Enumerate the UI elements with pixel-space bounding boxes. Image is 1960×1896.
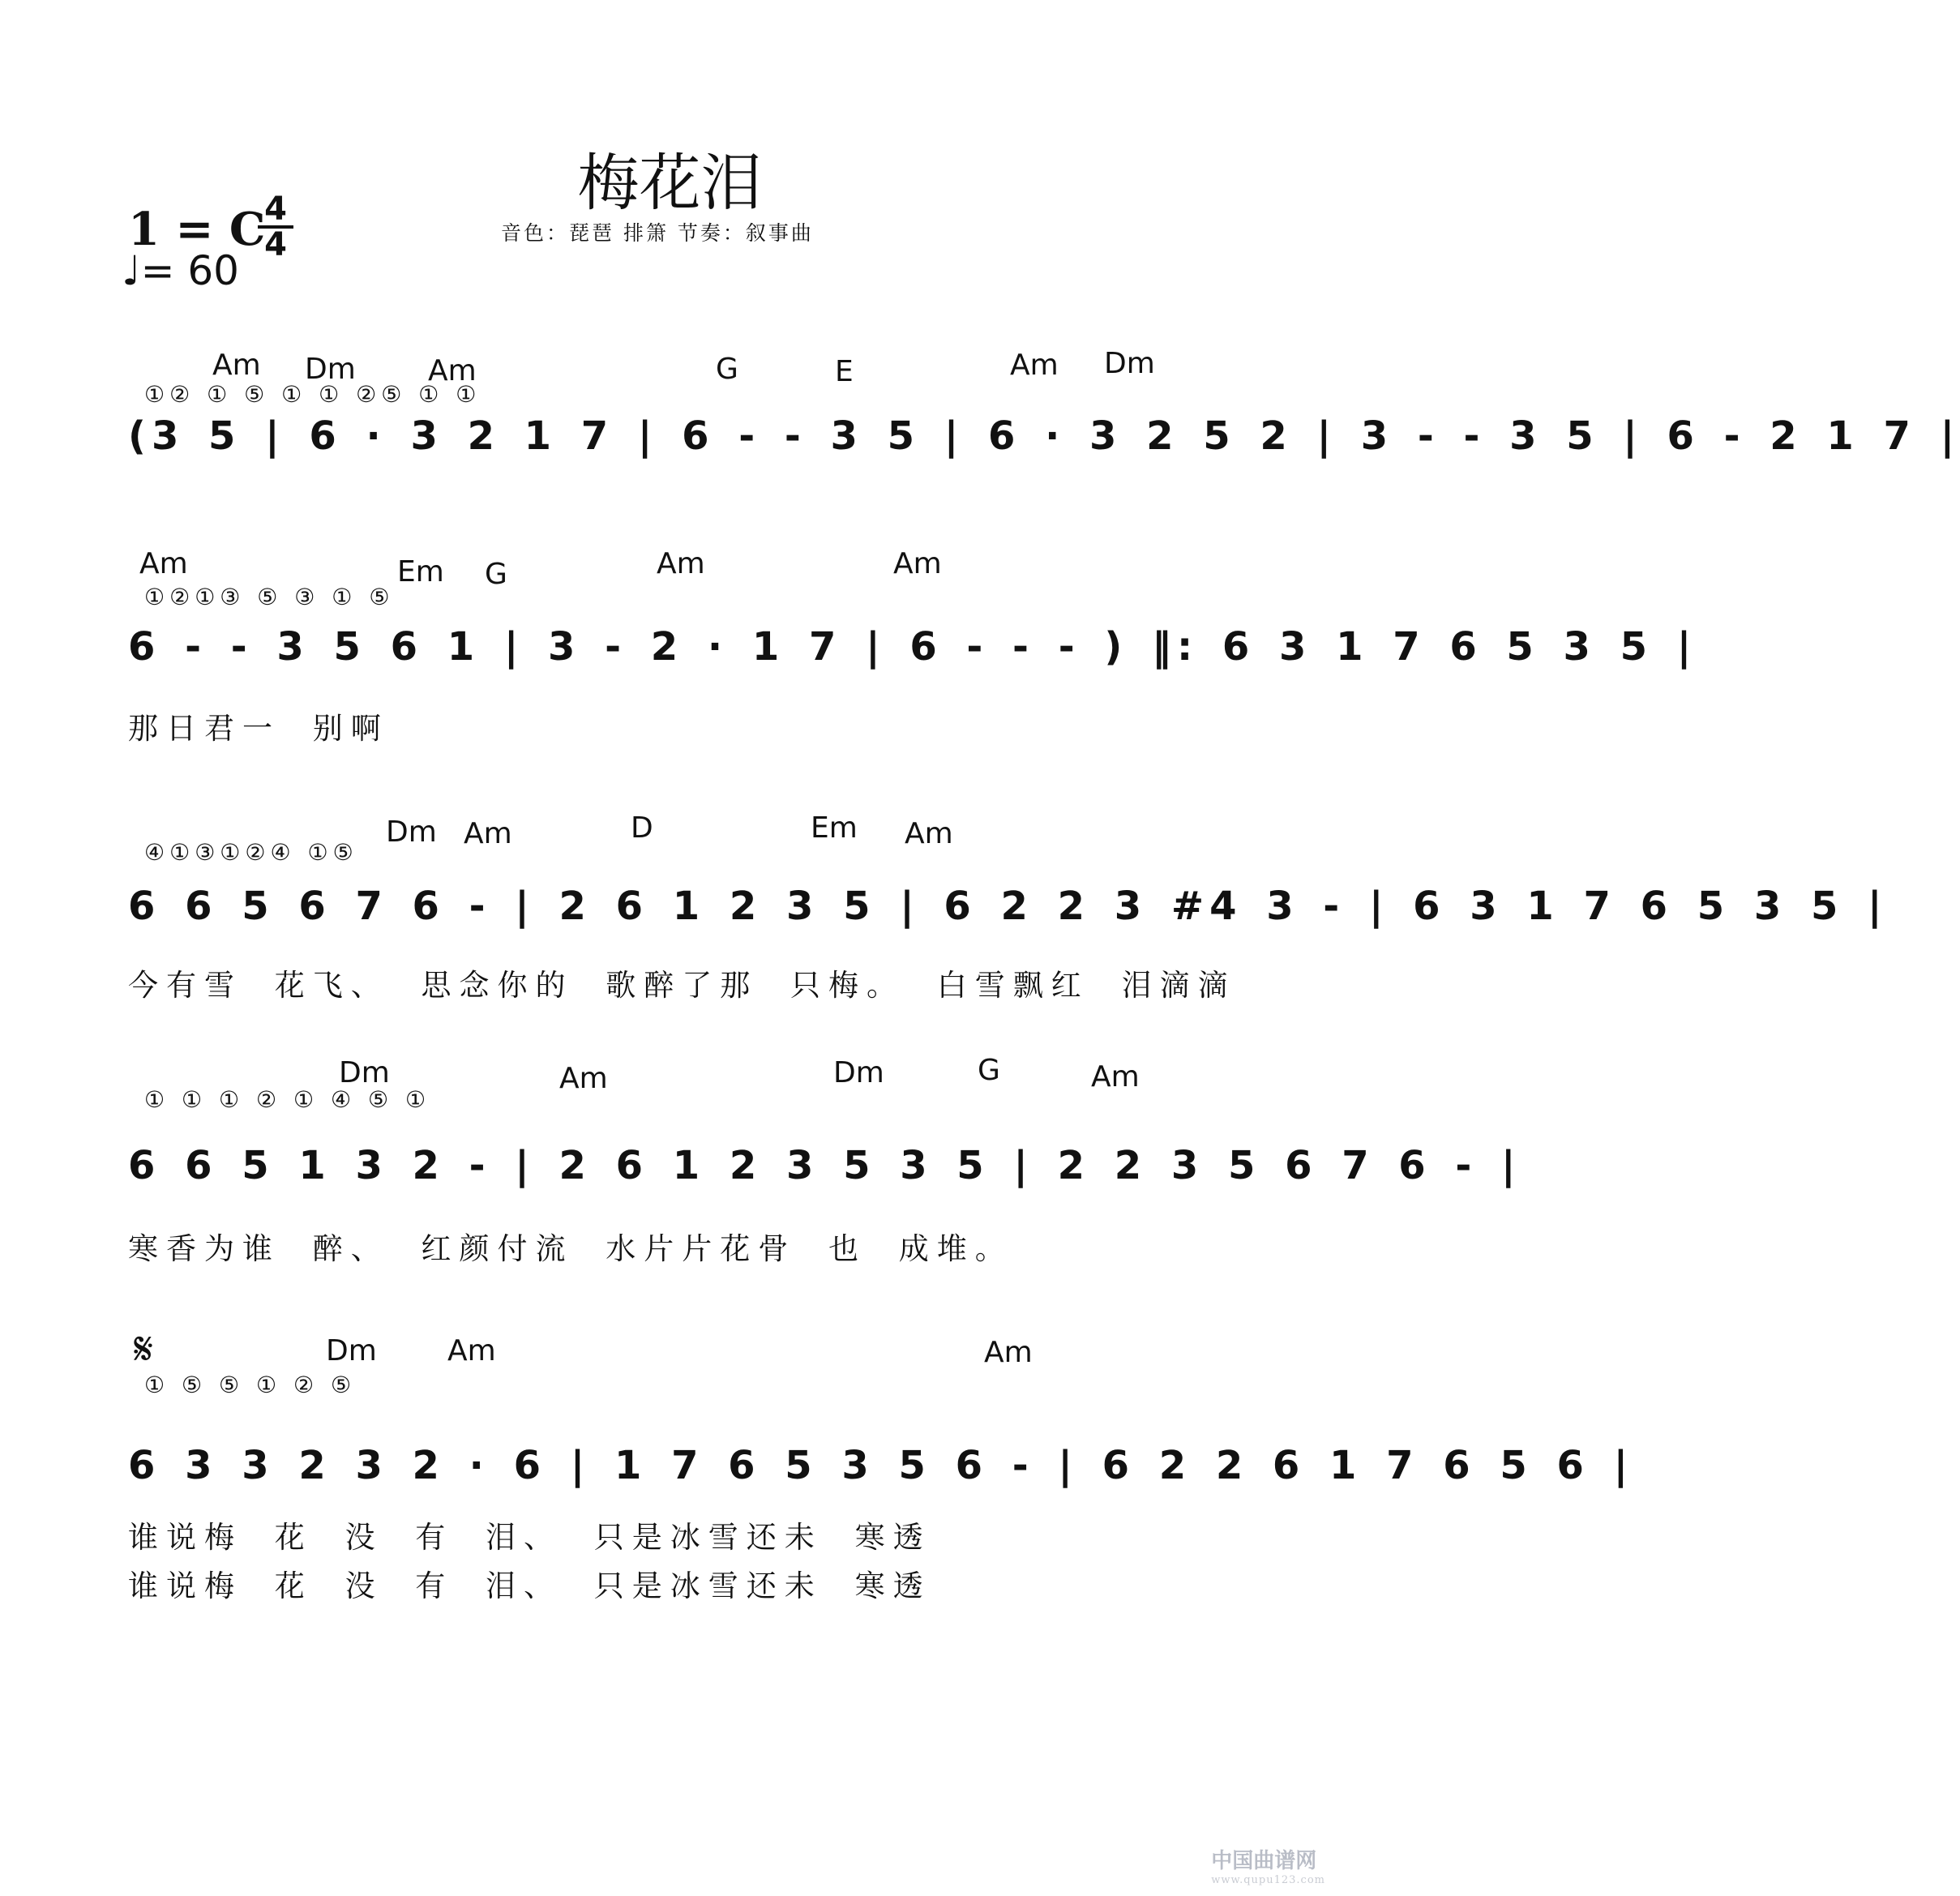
chord-label: Am bbox=[905, 817, 953, 850]
chord-label: E bbox=[835, 355, 854, 388]
chord-label: G bbox=[978, 1054, 1000, 1087]
page-title: 梅花泪 bbox=[577, 147, 763, 219]
notation-row: 6 6 5 6 7 6 - | 2 6 1 2 3 5 | 6 2 2 3 #4 3 - | 6 3 1 7 6 5 3 5 | bbox=[128, 884, 1888, 929]
chord-label: Am bbox=[657, 547, 705, 580]
notation-row: 6 6 5 1 3 2 - | 2 6 1 2 3 5 3 5 | 2 2 3 5 6 7 6 - | bbox=[128, 1143, 1521, 1188]
chord-label: Am bbox=[447, 1334, 496, 1367]
fingering-row: ① ① ① ② ① ④ ⑤ ① bbox=[144, 1086, 431, 1113]
fingering-row: ① ⑤ ⑤ ① ② ⑤ bbox=[144, 1372, 357, 1398]
chord-label: Am bbox=[1091, 1060, 1140, 1094]
chord-label: Am bbox=[1010, 349, 1059, 382]
notation-row: 6 3 3 2 3 2 · 6 | 1 7 6 5 3 5 6 - | 6 2 2 6 1 7 6 5 6 | bbox=[128, 1443, 1634, 1488]
chord-label: Em bbox=[397, 555, 444, 588]
time-signature bbox=[258, 190, 293, 263]
chord-label: Dm bbox=[305, 353, 356, 386]
chord-label: D bbox=[631, 811, 653, 845]
time-sig-bottom: 4 bbox=[264, 226, 287, 263]
subtitle-instruments: 音色：琵琶 排箫 节奏：叙事曲 bbox=[501, 221, 814, 245]
chord-label: Am bbox=[893, 547, 942, 580]
lyric-line: 谁说梅 花 没 有 泪、 只是冰雪还未 寒透 bbox=[128, 1520, 931, 1555]
watermark bbox=[1211, 1844, 1325, 1886]
chord-label: G bbox=[485, 558, 507, 591]
chord-label: Am bbox=[212, 349, 261, 382]
chord-label: G bbox=[716, 353, 738, 386]
chord-label: Am bbox=[428, 354, 477, 387]
chord-label: Em bbox=[811, 811, 858, 845]
chord-label: Dm bbox=[833, 1056, 884, 1089]
chord-label: Am bbox=[559, 1062, 608, 1095]
notation-row: (3 5 | 6 · 3 2 1 7 | 6 - - 3 5 | 6 · 3 2 5 2 | 3 - - 3 5 | 6 - 2 1 7 | bbox=[128, 413, 1960, 459]
lyric-line: 那日君一 别啊 bbox=[128, 711, 389, 746]
watermark-brand: 中国曲谱网 bbox=[1211, 1849, 1317, 1873]
chord-label: Am bbox=[984, 1336, 1033, 1369]
fingering-row: ①② ① ⑤ ① ① ②⑤ ① ① bbox=[144, 381, 481, 408]
lyric-line: 寒香为谁 醉、 红颜付流 水片片花骨 也 成堆。 bbox=[128, 1231, 1013, 1266]
lyric-line: 今有雪 花飞、 思念你的 歌醉了那 只梅。 白雪飘红 泪滴滴 bbox=[128, 968, 1236, 1003]
chord-label: Dm bbox=[386, 815, 437, 849]
fingering-row: ④①③①②④ ①⑤ bbox=[144, 839, 358, 866]
chord-label: Am bbox=[139, 547, 188, 580]
notation-row: 6 - - 3 5 6 1 | 3 - 2 · 1 7 | 6 - - - ) ‖: 6 3 1 7 6 5 3 5 | bbox=[128, 624, 1697, 670]
lyric-line-2: 谁说梅 花 没 有 泪、 只是冰雪还未 寒透 bbox=[128, 1569, 931, 1603]
time-sig-top: 4 bbox=[264, 190, 287, 228]
chord-label: Am bbox=[464, 817, 512, 850]
chord-label: Dm bbox=[1104, 347, 1155, 380]
watermark-url: www.qupu123.com bbox=[1211, 1874, 1325, 1886]
tempo-marking: ♩= 60 bbox=[122, 247, 239, 294]
fingering-row: ①②①③ ⑤ ③ ① ⑤ bbox=[144, 584, 395, 610]
segno-icon: 𝄋 bbox=[134, 1323, 154, 1376]
chord-label: Dm bbox=[339, 1056, 390, 1089]
key-signature: 1 = C bbox=[128, 203, 266, 256]
chord-label: Dm bbox=[326, 1334, 377, 1367]
